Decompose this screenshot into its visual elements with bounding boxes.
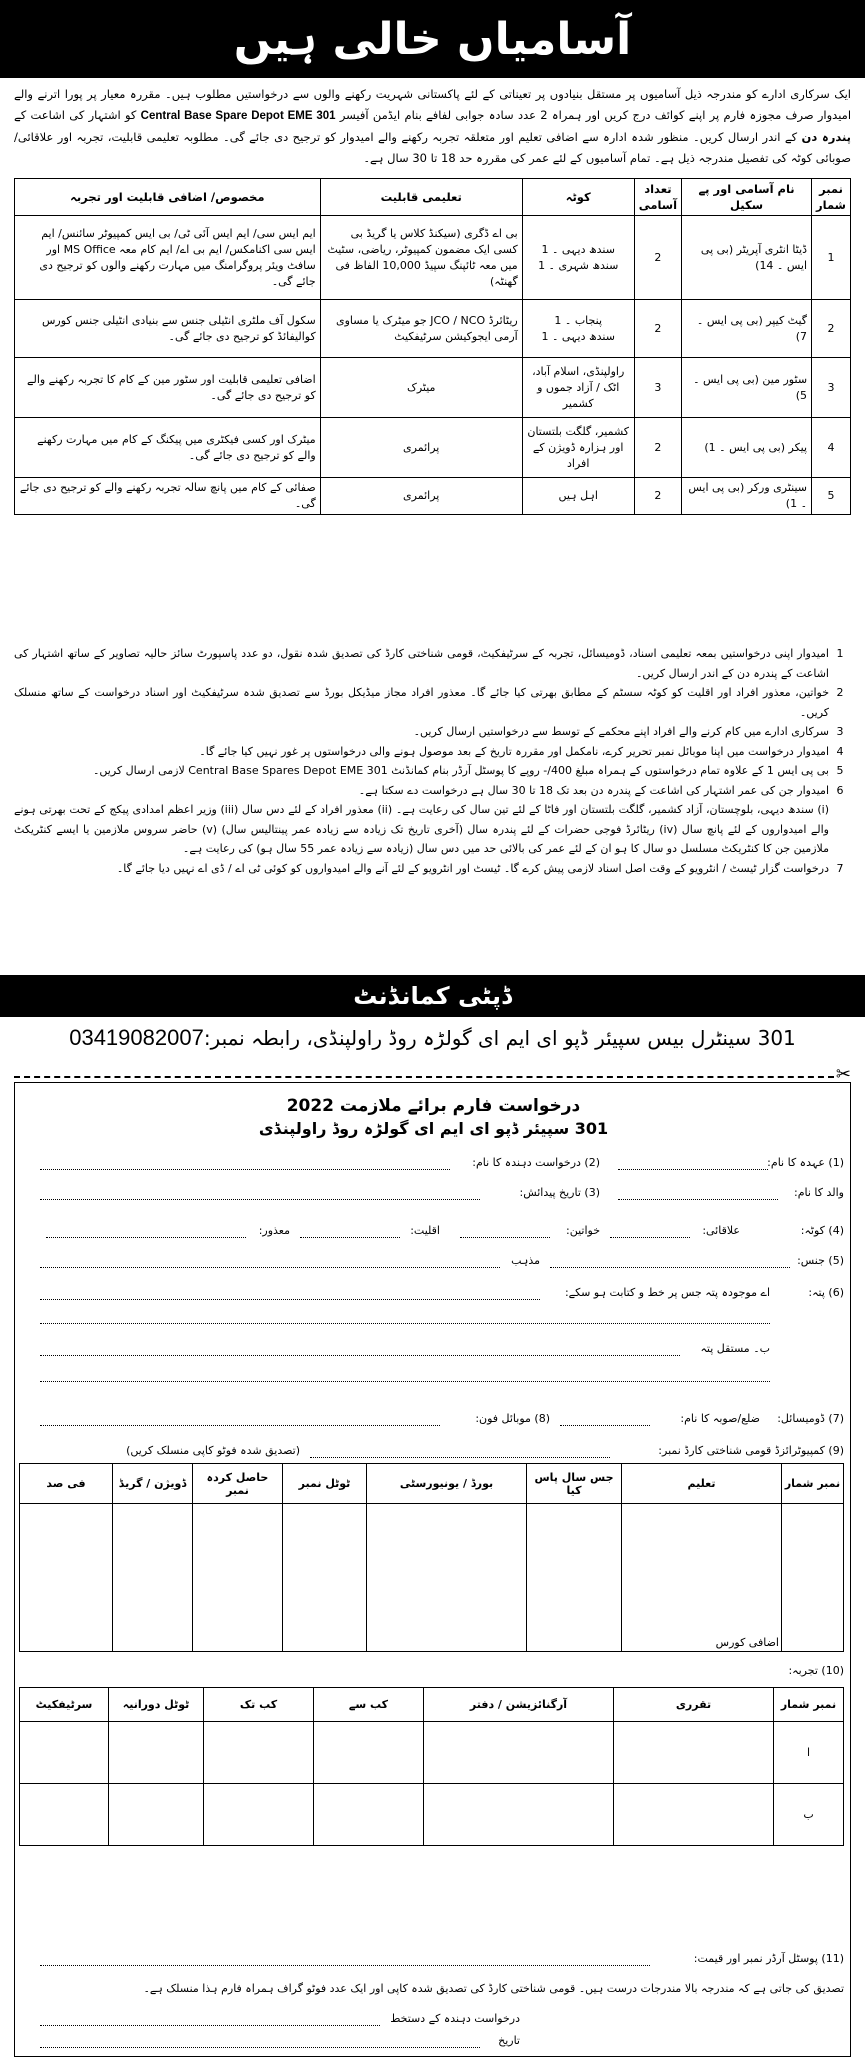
notes-list: [14, 644, 851, 878]
intro-paragraph: [14, 84, 851, 169]
field-label: (10) تجربہ:: [788, 1664, 844, 1677]
form-title: درخواست فارم برائے ملازمت 2022: [286, 1096, 581, 1116]
note-text: امیدوار جن کی عمر اشتہار کی اشاعت کے پندرہ دن بعد تک 18 تا 30 سال ہے درخواست دے سکتا ہے۔: [358, 783, 829, 797]
table-row: [15, 216, 851, 300]
field-label: اے موجودہ پتہ جس پر خط و کتابت ہو سکے:: [564, 1286, 770, 1299]
experience-header: سرٹیفکیٹ: [20, 1688, 109, 1722]
education-header: بورڈ / یونیورسٹی: [367, 1464, 527, 1504]
intro-depot: 301 Central Base Spare Depot EME: [140, 110, 336, 122]
field-label: علاقائی:: [702, 1224, 740, 1237]
note-text: خواتین، معذور افراد اور اقلیت کو کوٹہ سسٹم کے مطابق بھرتی کیا جائے گا۔ معذور افراد مجاز میڈیکل بورڈ سے تصدیق شدہ سرٹیفکیٹ اور اسناد درخواست کے ساتھ منسلک کریں۔: [14, 686, 829, 719]
vacancy-quota: کشمیر، گلگت بلتستان اور ہزارہ ڈویژن کے افراد: [522, 418, 634, 478]
quota-women-field[interactable]: [460, 1237, 550, 1238]
vacancy-post: گیٹ کیپر (بی پی ایس ۔ 7): [682, 300, 812, 358]
note-number: [829, 800, 851, 859]
table-row: [15, 478, 851, 515]
vacancy-count: 2: [634, 300, 681, 358]
vacancy-quota: راولپنڈی، اسلام آباد، اٹک / آزاد جموں و کشمیر: [522, 358, 634, 418]
cut-line: [14, 1076, 834, 1078]
vacancy-extra: ایم ایس سی/ ایم ایس آئی ٹی/ بی ایس کمپیوٹر سائنس/ ایم ایس سی اکنامکس/ ایم بی اے/ ایم کام معہ MS Office اور سافٹ ویئر پروگرامنگ میں مہارت رکھنے والوں کو ترجیح دی جائے گی۔: [15, 216, 321, 300]
religion-field[interactable]: [40, 1267, 500, 1268]
scissors-icon: ✂: [835, 1064, 851, 1085]
education-header: فی صد: [20, 1464, 113, 1504]
experience-table: [19, 1687, 844, 1846]
education-header: حاصل کردہ نمبر: [193, 1464, 283, 1504]
vacancy-post: سٹور مین (بی پی ایس ۔ 5): [682, 358, 812, 418]
district-field[interactable]: [560, 1425, 650, 1426]
application-form: [14, 1082, 851, 2057]
vacancy-post: پیکر (بی پی ایس ۔ 1): [682, 418, 812, 478]
intro-highlight: پندرہ دن: [801, 130, 851, 144]
education-header-row: [20, 1464, 844, 1504]
table-row[interactable]: [20, 1784, 844, 1846]
vacancy-header: مخصوص/ اضافی قابلیت اور تجربہ: [15, 179, 321, 216]
father-name-field[interactable]: [618, 1199, 778, 1200]
education-header: تعلیم: [622, 1464, 782, 1504]
field-label: ضلع/صوبہ کا نام:: [680, 1412, 760, 1425]
vacancy-no: 2: [812, 300, 851, 358]
date-field[interactable]: [40, 2047, 480, 2048]
education-header: ٹوٹل نمبر: [283, 1464, 367, 1504]
list-item: [14, 683, 851, 722]
field-label: (7) ڈومیسائل:: [777, 1412, 844, 1425]
intro-text-2: کو اشتہار کی اشاعت کے: [14, 108, 137, 122]
form-subtitle: 301 سپیئر ڈپو ای ایم ای گولڑہ روڈ راولپنڈی: [258, 1119, 609, 1138]
experience-header: تقرری: [614, 1688, 774, 1722]
vacancy-quota: سندھ دیہی ۔ 1 سندھ شہری ۔ 1: [522, 216, 634, 300]
note-number: 2: [836, 686, 844, 699]
vacancy-header: تعداد آسامی: [634, 179, 681, 216]
field-label: (تصدیق شدہ فوٹو کاپی منسلک کریں): [126, 1444, 300, 1457]
vacancy-no: 4: [812, 418, 851, 478]
vacancy-post: ڈیٹا انٹری آپریٹر (بی پی ایس ۔ 14): [682, 216, 812, 300]
field-label: ب۔ مستقل پتہ: [700, 1342, 770, 1355]
vacancy-quota: اہل ہیں: [522, 478, 634, 515]
experience-header: نمبر شمار: [774, 1688, 844, 1722]
extra-course-label: اضافی کورس: [715, 1636, 779, 1649]
vacancy-extra: اضافی تعلیمی قابلیت اور سٹور مین کے کام کا تجربہ رکھنے والے کو ترجیح دی جائے گی۔: [15, 358, 321, 418]
page-title: آسامیاں خالی ہیں: [0, 0, 865, 78]
quota-regional-field[interactable]: [610, 1237, 690, 1238]
field-label: والد کا نام:: [793, 1186, 844, 1199]
vacancy-education: پرائمری: [320, 478, 522, 515]
vacancy-extra: میٹرک اور کسی فیکٹری میں پیکنگ کے کام میں مہارت رکھنے والے کو ترجیح دی جائے گی۔: [15, 418, 321, 478]
list-item: [14, 722, 851, 742]
field-label: (5) جنس:: [797, 1254, 844, 1267]
experience-header: ٹوٹل دورانیہ: [109, 1688, 204, 1722]
experience-header: آرگنائزیشن / دفتر: [424, 1688, 614, 1722]
list-item: [14, 742, 851, 762]
vacancy-post: سینٹری ورکر (بی پی ایس ۔ 1): [682, 478, 812, 515]
note-text: درخواست گزار ٹیسٹ / انٹرویو کے وقت اصل اسناد لازمی پیش کرے گا۔ ٹیسٹ اور انٹرویو کے لئے آنے والے امیدواروں کو کوئی ٹی اے / ڈی اے نہیں دیا جائے گا۔: [116, 861, 829, 875]
current-address-field[interactable]: [40, 1299, 540, 1300]
note-number: 6: [836, 783, 844, 797]
note-text: سرکاری ادارے میں کام کرنے والے افراد اپنے محکمے کے توسط سے درخواستیں ارسال کریں۔: [413, 725, 829, 738]
table-row[interactable]: [20, 1722, 844, 1784]
field-label: معذور:: [258, 1224, 290, 1237]
experience-row-label: ا: [774, 1722, 844, 1784]
field-label: (2) درخواست دہندہ کا نام:: [472, 1156, 600, 1169]
quota-minority-field[interactable]: [300, 1237, 400, 1238]
experience-header-row: [20, 1688, 844, 1722]
intro-text-1: ایک سرکاری ادارے کو مندرجہ ذیل آسامیوں پر مستقل بنیادوں پر تعیناتی کے لئے پاکستانی شہریت رکھنے والوں سے درخواستیں مطلوب ہیں۔ مقررہ معیار پر پورا اترنے والے امیدوار صرف مجوزہ فارم پر اپنے کوائف درج کریں اور ہمراہ 2 عدد سادہ جوابی لفافے بنام ایڈمن آفیسر: [14, 87, 852, 122]
note-text: امیدوار درخواست میں اپنا موبائل نمبر تحریر کرے، نامکمل اور مقررہ تاریخ کے بعد موصول ہونے والی درخواستوں پر غور نہیں کیا جائے گا۔: [199, 744, 829, 758]
current-address-field-2[interactable]: [40, 1323, 770, 1324]
postal-order-field[interactable]: [40, 1965, 650, 1966]
vacancy-extra: صفائی کے کام میں پانچ سالہ تجربہ رکھنے والے کو ترجیح دی جائے گی۔: [15, 478, 321, 515]
table-row: [15, 358, 851, 418]
vacancy-education: پرائمری: [320, 418, 522, 478]
vacancy-header: کوٹہ: [522, 179, 634, 216]
address-text: 301 سینٹرل بیس سپیئر ڈپو ای ایم ای گولڑہ روڈ راولپنڈی، رابطہ نمبر:: [203, 1026, 796, 1050]
field-label: (1) عہدہ کا نام:: [767, 1156, 844, 1169]
permanent-address-field[interactable]: [40, 1355, 680, 1356]
vacancy-header: نام آسامی اور پے سکیل: [682, 179, 812, 216]
field-label: (9) کمپیوٹرائزڈ قومی شناختی کارڈ نمبر:: [658, 1444, 844, 1457]
list-item: [14, 781, 851, 801]
field-label: اقلیت:: [410, 1224, 440, 1237]
list-item: [14, 761, 851, 781]
field-label: خواتین:: [566, 1224, 600, 1237]
vacancy-header: نمبر شمار: [812, 179, 851, 216]
applicant-name-field[interactable]: [40, 1169, 450, 1170]
vacancy-no: 5: [812, 478, 851, 515]
note-number: 7: [836, 861, 844, 875]
note-text: (i) سندھ دیہی، بلوچستان، آزاد کشمیر، گلگت بلتستان اور فاٹا کے لئے تین سال کی رعایت ہے۔ (ii) معذور افراد کے لئے دس سال (iii) وزیر اعظم امدادی پیکج کے تحت بھرتی ہونے والے امیدواروں کے لئے پانچ سال (iv) ریٹائرڈ فوجی حضرات کے لئے پندرہ سال (آخری تاریخ تک زیادہ سے زیادہ عمر پینتالیس سال) (v) حاضر سروس ملازمین یا ایسے کنٹریکٹ ملازمین جن کا کنٹریکٹ مسلسل دو سال کا ہو ان کے لئے عمر کی بالائی حد میں دس سال (زیادہ سے زیادہ عمر 55 سال ہو) کی رعایت ہے۔: [14, 803, 829, 855]
education-table: [19, 1463, 844, 1652]
field-label: مذہب: [511, 1254, 540, 1267]
field-label: (4) کوٹہ:: [800, 1224, 844, 1237]
vacancy-count: 3: [634, 358, 681, 418]
vacancy-education: میٹرک: [320, 358, 522, 418]
education-header: ڈویژن / گریڈ: [113, 1464, 193, 1504]
experience-header: کب سے: [314, 1688, 424, 1722]
vacancy-education: بی اے ڈگری (سیکنڈ کلاس یا گریڈ بی کسی ایک مضمون کمپیوٹر، ریاضی، سٹیٹ میں معہ ٹائپنگ سپیڈ 10,000 الفاظ فی گھنٹہ): [320, 216, 522, 300]
field-label: (8) موبائل فون:: [475, 1412, 550, 1425]
commandant-title: ڈپٹی کمانڈنٹ: [0, 975, 865, 1017]
contact-phone: 03419082007: [69, 1025, 204, 1050]
dob-field[interactable]: [40, 1199, 480, 1200]
quota-disabled-field[interactable]: [46, 1237, 246, 1238]
cnic-field[interactable]: [310, 1457, 610, 1458]
field-label: (11) پوسٹل آرڈر نمبر اور قیمت:: [693, 1952, 844, 1965]
note-number: 5: [836, 764, 844, 777]
vacancy-header-row: [15, 179, 851, 216]
list-item: [14, 644, 851, 683]
vacancy-count: 2: [634, 478, 681, 515]
list-item: [14, 800, 851, 859]
vacancy-education: ریٹائرڈ JCO / NCO جو میٹرک یا مساوی آرمی ایجوکیشن سرٹیفکیٹ: [320, 300, 522, 358]
intro-text-3: کے اندر ارسال کریں۔ منظور شدہ ادارہ سے اضافی تعلیم اور متعلقہ تجربہ رکھنے والے امیدوار کو ترجیح دی جائے گی۔ مطلوبہ تعلیمی قابلیت، تجربہ اور علاقائی/ صوبائی کوٹہ کی تفصیل مندرجہ ذیل ہے۔ تمام آسامیوں کے لئے عمر کی مقررہ حد 18 تا 30 سال ہے۔: [14, 130, 851, 165]
commandant-address: [0, 1020, 865, 1056]
experience-header: کب تک: [204, 1688, 314, 1722]
post-name-field[interactable]: [618, 1169, 768, 1170]
declaration-text: تصدیق کی جاتی ہے کہ مندرجہ بالا مندرجات درست ہیں۔ قومی شناختی کارڈ کی تصدیق شدہ کاپی اور ایک عدد فوٹو گراف ہمراہ فارم ہذا منسلک ہے۔: [143, 1982, 844, 1995]
vacancy-extra: سکول آف ملٹری انٹیلی جنس سے بنیادی انٹیلی جنس کورس کوالیفائڈ کو ترجیح دی جائے گی۔: [15, 300, 321, 358]
table-row[interactable]: [20, 1504, 844, 1652]
field-label: تاریخ: [498, 2034, 520, 2047]
vacancy-header: تعلیمی قابلیت: [320, 179, 522, 216]
mobile-field[interactable]: [40, 1425, 440, 1426]
note-number: 4: [836, 744, 844, 758]
education-header: جس سال پاس کیا: [527, 1464, 622, 1504]
signature-field[interactable]: [40, 2025, 380, 2026]
vacancy-quota: پنجاب ۔ 1 سندھ دیہی ۔ 1: [522, 300, 634, 358]
list-item: [14, 859, 851, 879]
field-label: (3) تاریخ پیدائش:: [519, 1186, 600, 1199]
vacancy-no: 3: [812, 358, 851, 418]
vacancy-table: [14, 178, 851, 515]
table-row: [15, 418, 851, 478]
permanent-address-field-2[interactable]: [40, 1381, 770, 1382]
note-number: 1: [836, 647, 844, 660]
field-label: (6) پتہ:: [808, 1286, 844, 1299]
note-number: 3: [836, 725, 844, 738]
note-text: امیدوار اپنی درخواستیں بمعہ تعلیمی اسناد، ڈومیسائل، تجربہ کے سرٹیفکیٹ، قومی شناختی کارڈ کی تصدیق شدہ نقول، دو عدد پاسپورٹ سائز حالیہ تصاویر کے ساتھ اشتہار کی اشاعت کے پندرہ دن کے اندر ارسال کریں۔: [14, 647, 829, 680]
vacancy-count: 2: [634, 418, 681, 478]
gender-field[interactable]: [550, 1267, 790, 1268]
vacancy-count: 2: [634, 216, 681, 300]
field-label: درخواست دہندہ کے دستخط: [390, 2012, 520, 2025]
table-row: [15, 300, 851, 358]
education-header: نمبر شمار: [782, 1464, 844, 1504]
note-text: بی پی ایس 1 کے علاوہ تمام درخواستوں کے ہمراہ مبلغ 400/- روپے کا پوسٹل آرڈر بنام کمانڈنٹ 301 Central Base Spares Depot EME لازمی ارسال کریں۔: [92, 764, 829, 777]
experience-row-label: ب: [774, 1784, 844, 1846]
vacancy-no: 1: [812, 216, 851, 300]
